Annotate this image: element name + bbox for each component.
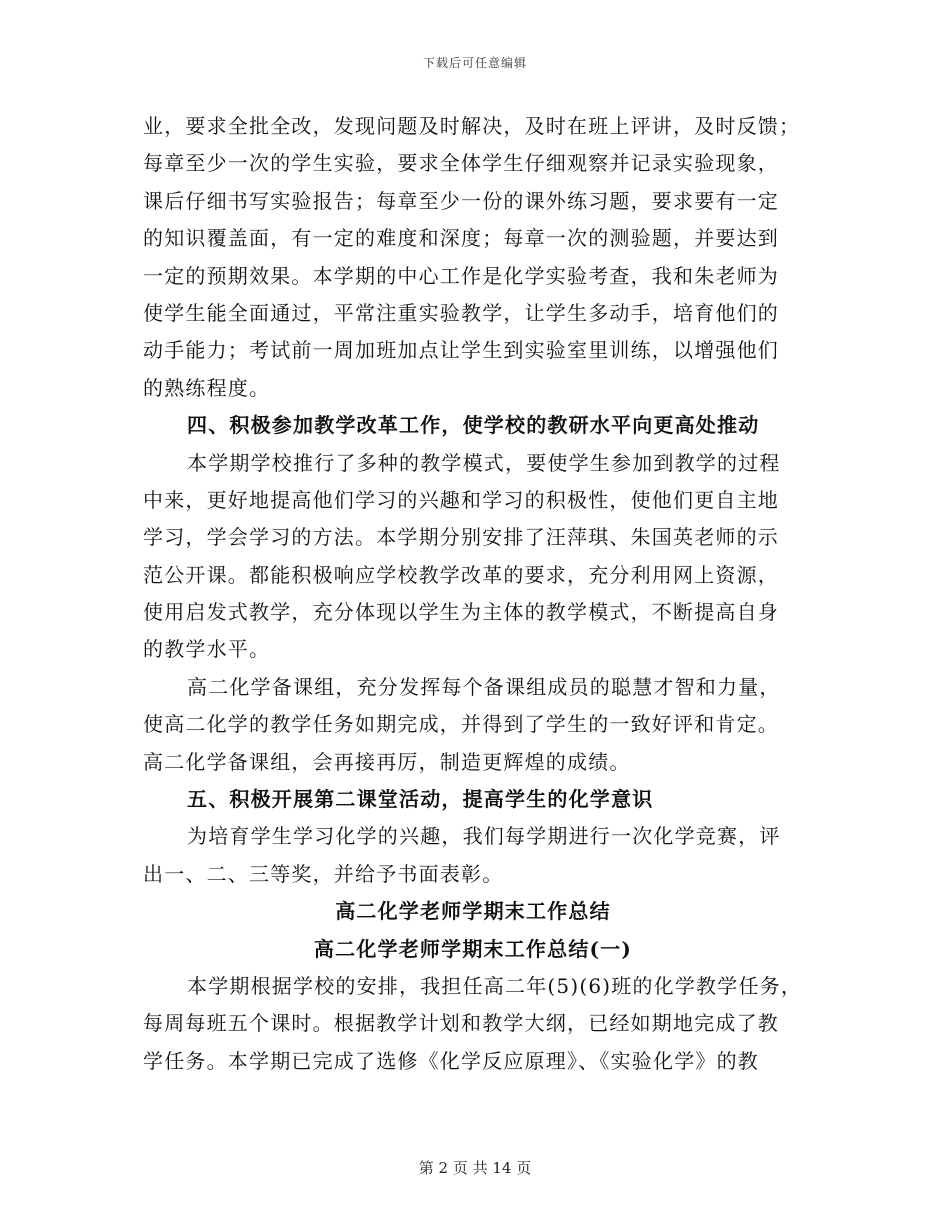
body-line: 业，要求全批全改，发现问题及时解决，及时在班上评讲，及时反馈； xyxy=(143,114,801,138)
body-line: 的熟练程度。 xyxy=(143,375,271,400)
page-header: 下载后可任意编辑 xyxy=(422,56,527,70)
body-line: 的教学水平。 xyxy=(143,637,271,662)
body-line: 动手能力；考试前一周加班加点让学生到实验室里训练，以增强他们 xyxy=(143,338,779,363)
body-line: 使高二化学的教学任务如期完成，并得到了学生的一致好评和肯定。 xyxy=(143,712,779,737)
body-line: 本学期学校推行了多种的教学模式，要使学生参加到教学的过程 xyxy=(187,450,781,475)
body-line: 使用启发式教学，充分体现以学生为主体的教学模式，不断提高自身 xyxy=(143,600,779,625)
body-line: 本学期根据学校的安排，我担任高二年(5)(6)班的化学教学任务， xyxy=(187,973,803,998)
body-line: 范公开课。都能积极响应学校教学改革的要求，充分利用网上资源， xyxy=(143,562,779,587)
body-line: 每周每班五个课时。根据教学计划和教学大纲，已经如期地完成了教 xyxy=(143,1011,779,1036)
body-line: 高二化学备课组，充分发挥每个备课组成员的聪慧才智和力量， xyxy=(187,674,781,699)
body-line: 学任务。本学期已完成了选修《化学反应原理》、《实验化学》的教 xyxy=(143,1048,759,1073)
body-line: 每章至少一次的学生实验，要求全体学生仔细观察并记录实验现象， xyxy=(143,151,779,176)
section-heading: 五、积极开展第二课堂活动，提高学生的化学意识 xyxy=(187,787,654,812)
body-line: 的知识覆盖面，有一定的难度和深度；每章一次的测验题，并要达到 xyxy=(143,226,779,251)
document-subtitle: 高二化学老师学期末工作总结(一) xyxy=(313,936,633,961)
document-body xyxy=(143,108,803,1080)
body-line: 一定的预期效果。本学期的中心工作是化学实验考查，我和朱老师为 xyxy=(143,263,779,288)
body-line: 出一、二、三等奖，并给予书面表彰。 xyxy=(143,861,504,886)
body-line: 学习，学会学习的方法。本学期分别安排了汪萍琪、朱国英老师的示 xyxy=(143,525,779,550)
document-title: 高二化学老师学期末工作总结 xyxy=(335,899,611,924)
page-footer: 第 2 页 共 14 页 xyxy=(418,1159,532,1177)
section-heading: 四、积极参加教学改革工作，使学校的教研水平向更高处推动 xyxy=(187,413,760,438)
body-line: 课后仔细书写实验报告；每章至少一份的课外练习题，要求要有一定 xyxy=(143,188,779,213)
body-line: 使学生能全面通过，平常注重实验教学，让学生多动手，培育他们的 xyxy=(143,300,779,325)
body-line: 中来，更好地提高他们学习的兴趣和学习的积极性，使他们更自主地 xyxy=(143,487,779,512)
body-line: 高二化学备课组，会再接再厉，制造更辉煌的成绩。 xyxy=(143,749,631,774)
body-line: 为培育学生学习化学的兴趣，我们每学期进行一次化学竞赛，评 xyxy=(187,824,781,849)
